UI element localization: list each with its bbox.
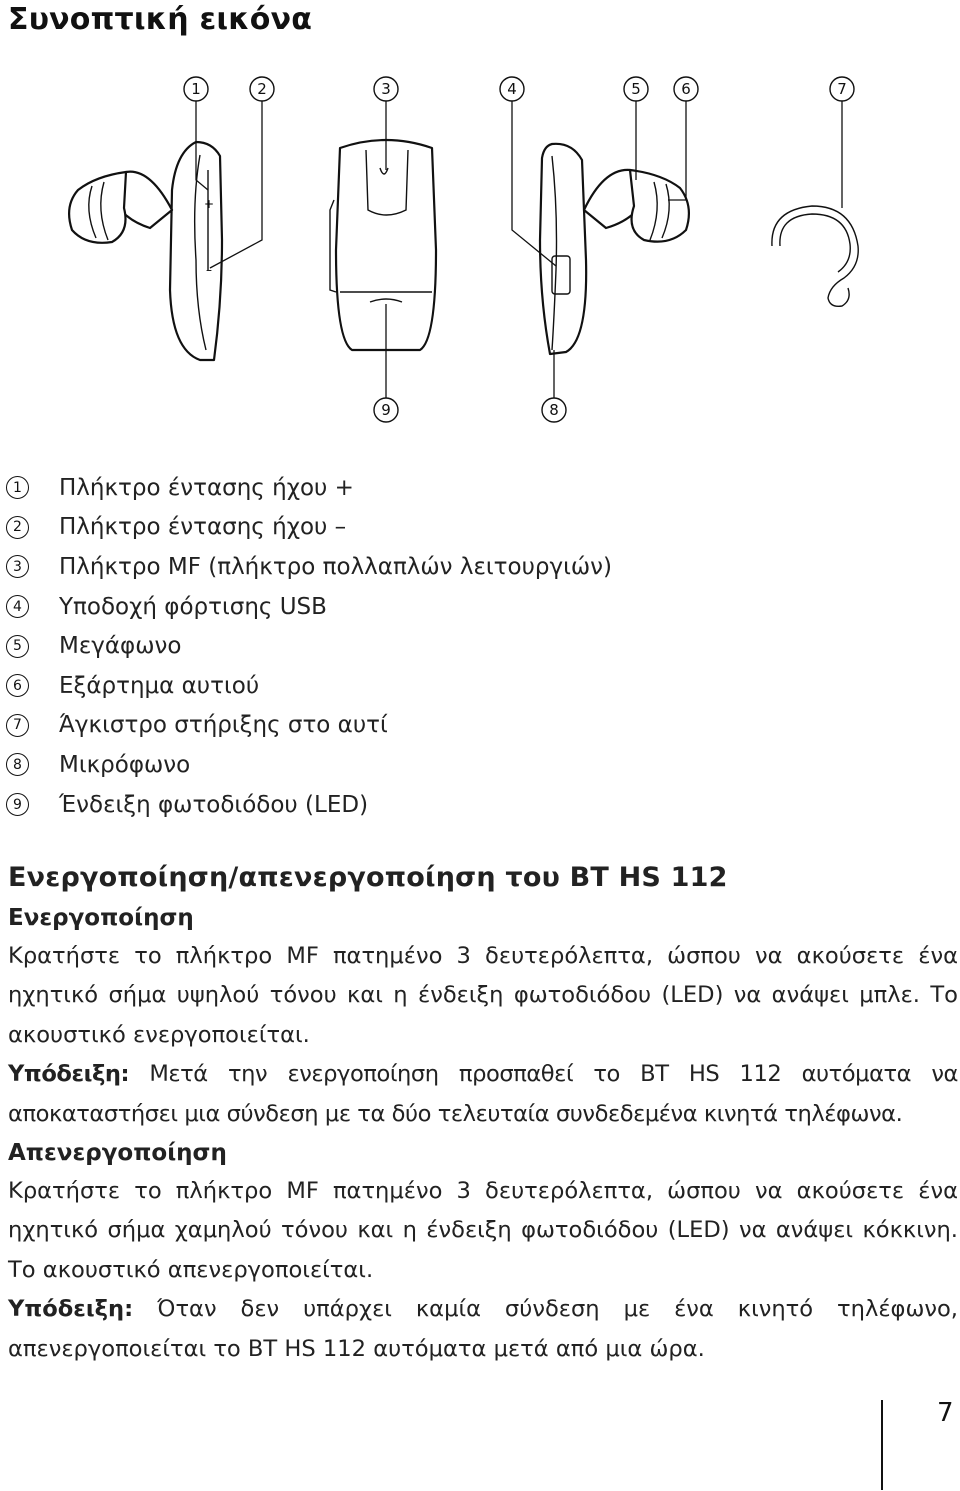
instructions-section <box>8 862 958 1369</box>
page-title: Συνοπτική εικόνα <box>8 2 313 37</box>
legend-label: Εξάρτημα αυτιού <box>59 672 260 699</box>
legend-number: 2 <box>6 516 29 539</box>
legend-item <box>6 547 706 587</box>
headset-left-view <box>69 142 222 360</box>
legend-label: Άγκιστρο στήριξης στο αυτί <box>59 712 388 739</box>
legend-number: 6 <box>6 674 29 697</box>
minus-mark: – <box>206 263 212 277</box>
svg-text:8: 8 <box>549 401 559 419</box>
power-on-heading: Ενεργοποίηση <box>8 905 194 931</box>
section-heading: Ενεργοποίηση/απενεργοποίηση του BT HS 112 <box>8 862 728 893</box>
callout-3 <box>374 77 398 101</box>
power-on-note <box>8 1055 958 1134</box>
legend-item <box>6 706 706 746</box>
svg-text:6: 6 <box>681 80 691 98</box>
svg-text:4: 4 <box>507 80 517 98</box>
plus-mark: + <box>203 197 215 211</box>
parts-legend <box>6 468 706 824</box>
callout-9 <box>374 398 398 422</box>
legend-label: Πλήκτρο έντασης ήχου + <box>59 474 354 501</box>
svg-text:2: 2 <box>257 80 267 98</box>
callout-5 <box>624 77 648 101</box>
svg-text:3: 3 <box>381 80 391 98</box>
legend-label: Μεγάφωνο <box>59 633 182 660</box>
power-off-heading: Απενεργοποίηση <box>8 1140 227 1167</box>
svg-text:1: 1 <box>191 80 201 98</box>
legend-number: 8 <box>6 753 29 776</box>
note-label: Υπόδειξη: <box>8 1296 134 1323</box>
legend-number: 3 <box>6 555 29 578</box>
callout-1 <box>184 77 208 101</box>
legend-label: Ένδειξη φωτοδιόδου (LED) <box>59 791 369 818</box>
page-number: 7 <box>937 1398 954 1428</box>
svg-text:5: 5 <box>631 80 641 98</box>
callout-2 <box>250 77 274 101</box>
svg-text:7: 7 <box>837 80 847 98</box>
legend-label: Μικρόφωνο <box>59 751 191 778</box>
power-on-text: Κρατήστε το πλήκτρο MF πατημένο 3 δευτερόλεπτα, ώσπου να ακούσετε ένα ηχητικό σήμα υψηλού τόνου και η ένδειξη φωτοδιόδου (LED) να ανάψει μπλε. Το ακουστικό ενεργοποιείται. <box>8 943 958 1048</box>
legend-number: 4 <box>6 595 29 618</box>
legend-item <box>6 508 706 548</box>
power-off-note <box>8 1290 958 1369</box>
legend-item <box>6 468 706 508</box>
callout-7 <box>830 77 854 101</box>
legend-label: Πλήκτρο έντασης ήχου – <box>59 514 347 541</box>
legend-number: 7 <box>6 714 29 737</box>
legend-item <box>6 785 706 825</box>
legend-item <box>6 587 706 627</box>
svg-text:9: 9 <box>381 401 391 419</box>
callout-6 <box>674 77 698 101</box>
legend-label: Πλήκτρο MF (πλήκτρο πολλαπλών λειτουργιών) <box>59 553 612 580</box>
legend-item <box>6 626 706 666</box>
leader-lines <box>196 100 842 406</box>
power-off-text: Κρατήστε το πλήκτρο MF πατημένο 3 δευτερόλεπτα, ώσπου να ακούσετε ένα ηχητικό σήμα χαμηλού τόνου και η ένδειξη φωτοδιόδου (LED) να ανάψει κόκκινη. Το ακουστικό απενεργοποιείται. <box>8 1178 958 1283</box>
callout-8 <box>542 398 566 422</box>
headset-front-view <box>330 140 436 350</box>
legend-number: 1 <box>6 476 29 499</box>
note-text: Όταν δεν υπάρχει καμία σύνδεση με ένα κινητό τηλέφωνο, απενεργοποιείται το BT HS 112 αυτόματα μετά από μια ώρα. <box>8 1296 958 1362</box>
note-label: Υπόδειξη: <box>8 1061 130 1088</box>
note-text: Μετά την ενεργοποίηση προσπαθεί το BT HS 112 αυτόματα να αποκαταστήσει μια σύνδεση με τα δύο τελευταία συνδεδεμένα κινητά τηλέφωνα. <box>8 1061 958 1127</box>
ear-hook-shape <box>772 206 858 306</box>
legend-number: 9 <box>6 793 29 816</box>
legend-label: Υποδοχή φόρτισης USB <box>59 593 327 620</box>
headset-right-view <box>540 144 689 354</box>
footer-divider <box>881 1400 883 1490</box>
headset-diagram <box>0 60 960 440</box>
legend-item <box>6 745 706 785</box>
headset-illustration <box>0 60 960 440</box>
legend-item <box>6 666 706 706</box>
legend-number: 5 <box>6 635 29 658</box>
callout-4 <box>500 77 524 101</box>
